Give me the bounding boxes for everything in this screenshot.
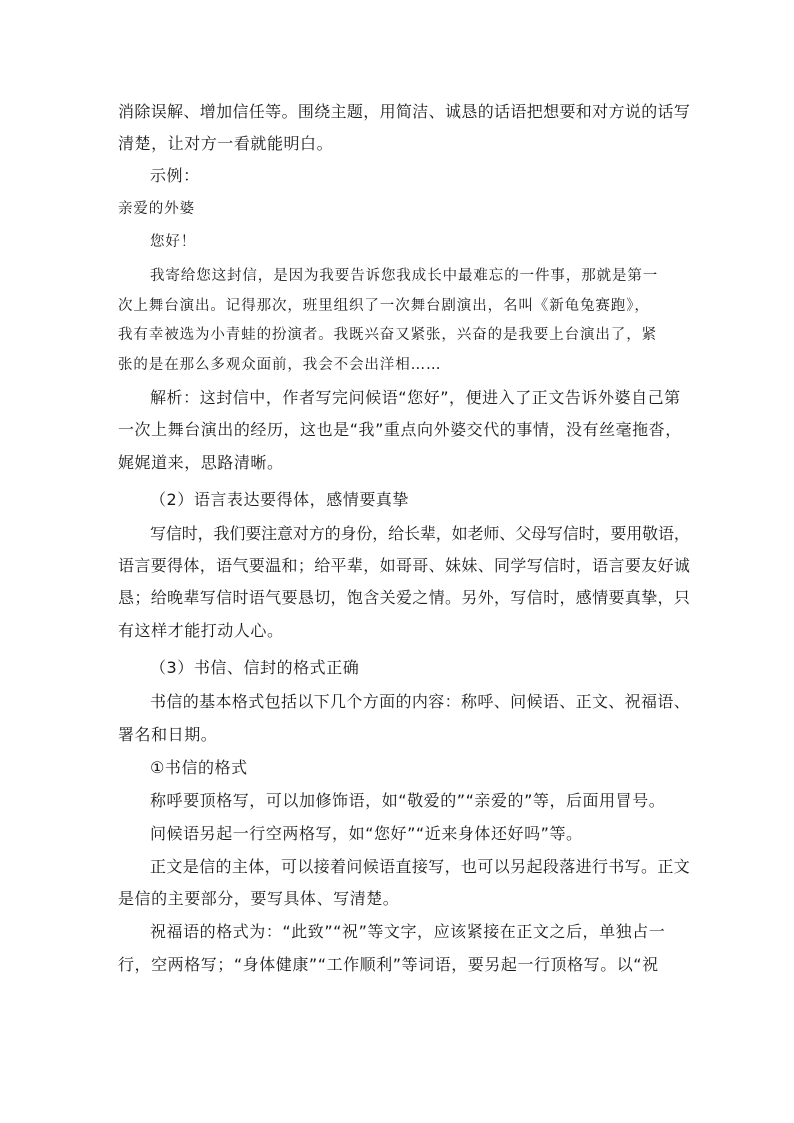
letter-body-line: 次上舞台演出。记得那次，班里组织了一次舞台剧演出，名叫《新龟兔赛跑》， [118, 298, 650, 314]
body-text-line: 写信时，我们要注意对方的身份，给长辈，如老师、父母写信时，要用敬语， [150, 524, 690, 543]
body-text-line: 问候语另起一行空两格写，如“您好”“近来身体还好吗”等。 [150, 824, 583, 843]
body-text-line: 称呼要顶格写，可以加修饰语，如“敬爱的”“亲爱的”等，后面用冒号。 [150, 791, 666, 810]
body-text-line: 行，空两格写；“身体健康”“工作顺利”等词语，要另起一行顶格写。以“祝 [118, 955, 659, 974]
body-text-line: 祝福语的格式为：“此致”“祝”等文字，应该紧接在正文之后，单独占一 [150, 922, 666, 941]
body-text-line: 是信的主要部分，要写具体、写清楚。 [118, 889, 400, 908]
analysis-text-line: 一次上舞台演出的经历，这也是“我”重点向外婆交代的事情，没有丝毫拖沓， [118, 420, 682, 439]
body-text-line: 有这样才能打动人心。 [118, 621, 284, 640]
body-text-line: 署名和日期。 [118, 725, 218, 744]
section-heading: （2）语言表达要得体，感情要真挚 [150, 490, 409, 509]
subsection-heading: ①书信的格式 [150, 758, 248, 777]
letter-greeting: 您好！ [150, 234, 197, 250]
analysis-text-line: 解析：这封信中，作者写完问候语“您好”，便进入了正文告诉外婆自己第 [150, 388, 681, 407]
example-label: 示例： [150, 166, 200, 185]
body-text-line: 清楚，让对方一看就能明白。 [118, 134, 334, 153]
body-text-line: 恳；给晚辈写信时语气要恳切，饱含关爱之情。另外，写信时，感情要真挚，只 [118, 588, 691, 607]
body-text-line: 消除误解、增加信任等。围绕主题，用简洁、诚恳的话语把想要和对方说的话写 [118, 102, 691, 121]
letter-body-line: 我有幸被选为小青蛙的扮演者。我既兴奋又紧张，兴奋的是我要上台演出了，紧 [118, 327, 657, 343]
analysis-text-line: 娓娓道来，思路清晰。 [118, 453, 284, 472]
body-text-line: 书信的基本格式包括以下几个方面的内容：称呼、问候语、正文、祝福语、 [150, 692, 691, 711]
section-heading: （3）书信、信封的格式正确 [150, 658, 360, 677]
body-text-line: 正文是信的主体，可以接着问候语直接写，也可以另起段落进行书写。正文 [150, 857, 691, 876]
letter-body-line: 我寄给您这封信，是因为我要告诉您我成长中最难忘的一件事，那就是第一 [150, 268, 659, 284]
body-text-line: 语言要得体，语气要温和；给平辈，如哥哥、妹妹、同学写信时，语言要友好诚 [118, 556, 691, 575]
letter-salutation: 亲爱的外婆 [118, 201, 195, 217]
letter-body-line: 张的是在那么多观众面前，我会不会出洋相…… [118, 357, 442, 373]
